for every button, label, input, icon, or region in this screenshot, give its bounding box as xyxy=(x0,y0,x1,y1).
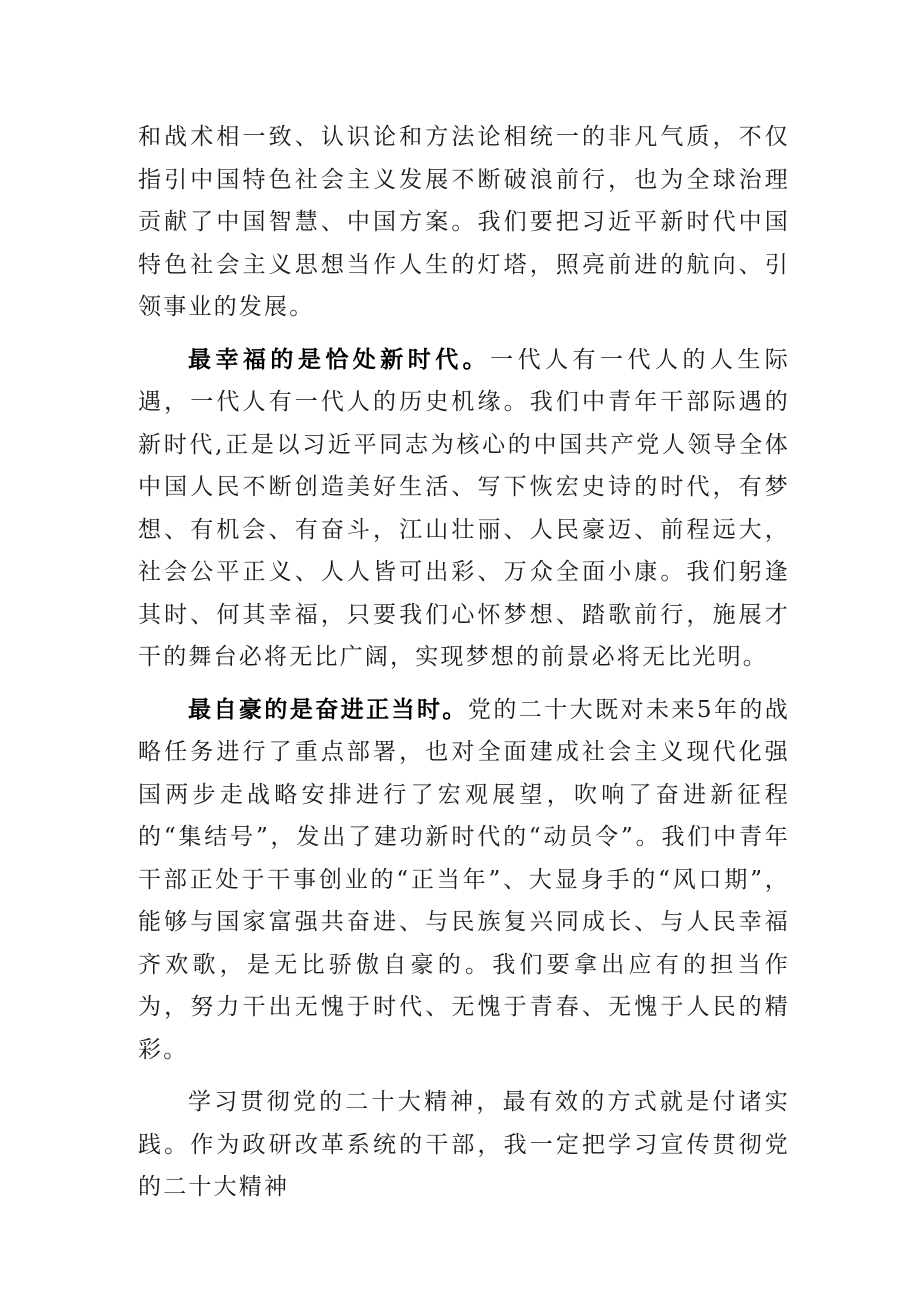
paragraph-text: 一代人有一代人的人生际遇，一代人有一代人的历史机缘。我们中青年干部际遇的新时代,正是以习近平同志为核心的中国共产党人领导全体中国人民不断创造美好生活、写下恢宏史诗的时代，有梦想、有机会、有奋斗，江山壮丽、人民豪迈、前程远大，社会公平正义、人人皆可出彩、万众全面小康。我们躬逢其时、何其幸福，只要我们心怀梦想、踏歌前行，施展才干的舞台必将无比广阔，实现梦想的前景必将无比光明。 xyxy=(138,346,791,670)
paragraph-heading: 最自豪的是奋进正当时。 xyxy=(188,695,468,723)
paragraph-text: 和战术相一致、认识论和方法论相统一的非凡气质，不仅指引中国特色社会主义发展不断破浪前行，也为全球治理贡献了中国智慧、中国方案。我们要把习近平新时代中国特色社会主义思想当作人生的灯塔，照亮前进的航向、引领事业的发展。 xyxy=(138,124,790,320)
paragraph-practice xyxy=(138,1081,790,1209)
paragraph-continuation xyxy=(138,116,790,329)
paragraph-happiest-new-era xyxy=(138,339,790,679)
paragraph-text: 党的二十大既对未来5年的战略任务进行了重点部署，也对全面建成社会主义现代化强国两步走战略安排进行了宏观展望，吹响了奋进新征程的“集结号”，发出了建功新时代的“动员令”。我们中青年干部正处于干事创业的“正当年”、大显身手的“风口期”，能够与国家富强共奋进、与民族复兴同成长、与人民幸福齐欢歌，是无比骄傲自豪的。我们要拿出应有的担当作为，努力干出无愧于时代、无愧于青春、无愧于人民的精彩。 xyxy=(138,696,791,1063)
document-body xyxy=(138,116,790,1219)
paragraph-text: 学习贯彻党的二十大精神，最有效的方式就是付诸实践。作为政研改革系统的干部，我一定把学习宣传贯彻党的二十大精神 xyxy=(138,1089,790,1200)
paragraph-heading: 最幸福的是恰处新时代。 xyxy=(188,345,491,373)
paragraph-proudest-striving xyxy=(138,689,790,1072)
